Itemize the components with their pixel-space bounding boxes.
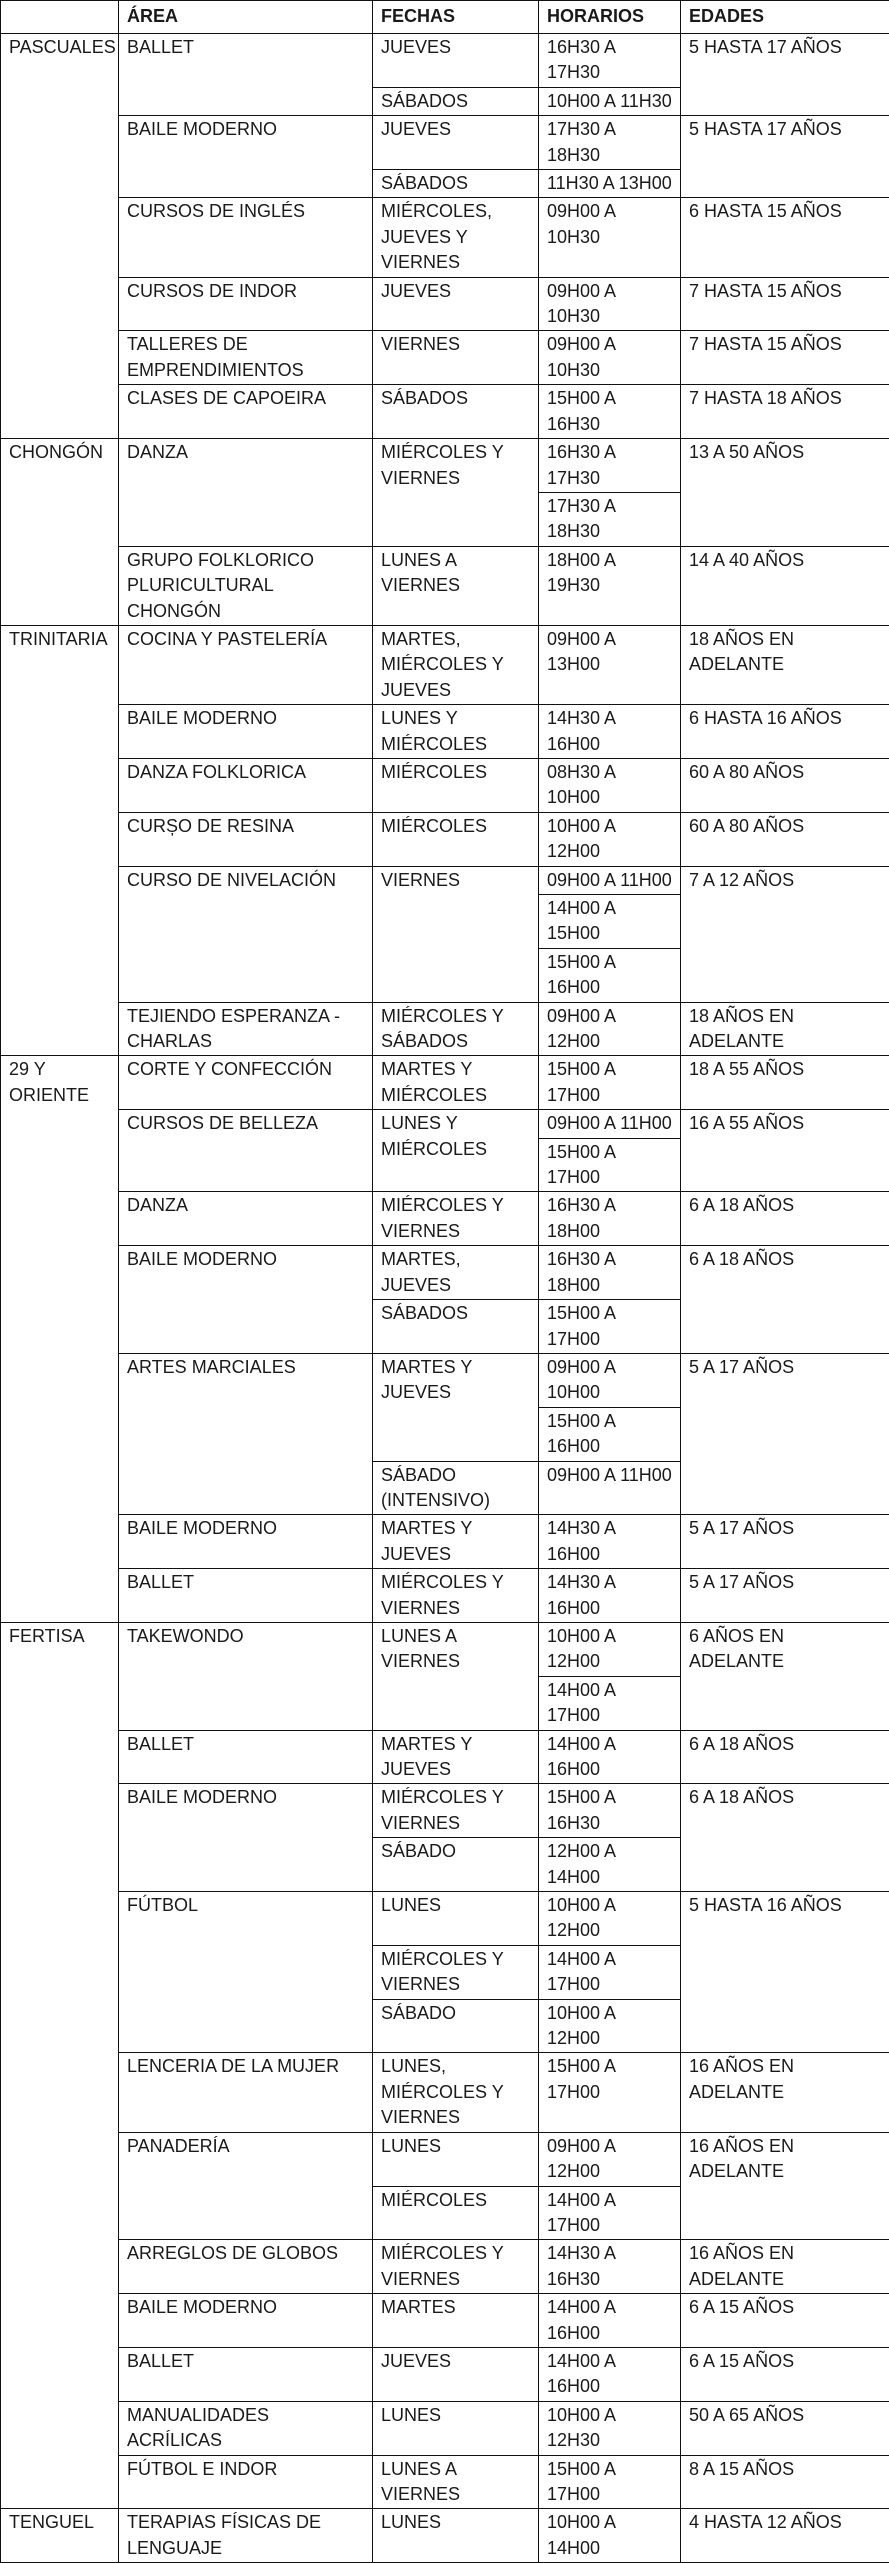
horario-cell: 18H00 A 19H30: [539, 546, 681, 625]
table-row: [1, 439, 889, 493]
edad-cell: 5 A 17 AÑOS: [681, 1353, 889, 1514]
edad-cell: 5 A 17 AÑOS: [681, 1569, 889, 1623]
table-row: [1, 1353, 889, 1407]
horario-cell: 15H00 A 16H00: [539, 1407, 681, 1461]
sector-cell: FERTISA: [1, 1622, 119, 2508]
fecha-cell: LUNES, MIÉRCOLES Y VIERNES: [373, 2053, 539, 2132]
horario-cell: 09H00 A 12H00: [539, 2132, 681, 2186]
edad-cell: 14 A 40 AÑOS: [681, 546, 889, 625]
table-row: [1, 1569, 889, 1623]
sector-cell: TRINITARIA: [1, 625, 119, 1056]
fecha-cell: LUNES A VIERNES: [373, 2455, 539, 2509]
fecha-cell: LUNES Y MIÉRCOLES: [373, 1110, 539, 1192]
horario-cell: 11H30 A 13H00: [539, 170, 681, 198]
horario-cell: 15H00 A 17H00: [539, 1300, 681, 1354]
edad-cell: 60 A 80 AÑOS: [681, 812, 889, 866]
table-row: [1, 866, 889, 894]
fecha-cell: LUNES: [373, 1892, 539, 1946]
edad-cell: 4 HASTA 12 AÑOS: [681, 2509, 889, 2563]
fecha-cell: LUNES A VIERNES: [373, 1622, 539, 1730]
horario-cell: 14H00 A 16H00: [539, 2347, 681, 2401]
area-cell: BAILE MODERNO: [119, 1784, 373, 1892]
fecha-cell: MARTES, JUEVES: [373, 1246, 539, 1300]
horario-cell: 09H00 A 10H30: [539, 331, 681, 385]
fecha-cell: MARTES, MIÉRCOLES Y JUEVES: [373, 625, 539, 704]
fecha-cell: MARTES Y JUEVES: [373, 1515, 539, 1569]
header-fechas: FECHAS: [373, 1, 539, 34]
fecha-cell: LUNES Y MIÉRCOLES: [373, 705, 539, 759]
horario-cell: 16H30 A 17H30: [539, 34, 681, 88]
table-row: [1, 2347, 889, 2401]
edad-cell: 5 HASTA 17 AÑOS: [681, 34, 889, 116]
table-row: [1, 2401, 889, 2455]
table-row: [1, 1622, 889, 1676]
horario-cell: 15H00 A 16H30: [539, 385, 681, 439]
fecha-cell: LUNES: [373, 2132, 539, 2186]
header-sector: [1, 1, 119, 34]
edad-cell: 7 HASTA 18 AÑOS: [681, 385, 889, 439]
area-cell: CURSOS DE BELLEZA: [119, 1110, 373, 1192]
horario-cell: 15H00 A 17H00: [539, 2455, 681, 2509]
horario-cell: 09H00 A 11H00: [539, 1110, 681, 1138]
fecha-cell: LUNES: [373, 2401, 539, 2455]
area-cell: BAILE MODERNO: [119, 116, 373, 198]
edad-cell: 18 A 55 AÑOS: [681, 1056, 889, 1110]
horario-cell: 14H00 A 15H00: [539, 895, 681, 949]
edad-cell: 6 A 15 AÑOS: [681, 2347, 889, 2401]
area-cell: PANADERÍA: [119, 2132, 373, 2240]
fecha-cell: JUEVES: [373, 34, 539, 88]
area-cell: DANZA: [119, 439, 373, 547]
edad-cell: 6 A 18 AÑOS: [681, 1246, 889, 1354]
horario-cell: 14H30 A 16H00: [539, 705, 681, 759]
table-row: [1, 2294, 889, 2348]
area-cell: ARTES MARCIALES: [119, 1353, 373, 1514]
area-cell: CLASES DE CAPOEIRA: [119, 385, 373, 439]
area-cell: FÚTBOL E INDOR: [119, 2455, 373, 2509]
fecha-cell: MIÉRCOLES: [373, 2186, 539, 2240]
horario-cell: 15H00 A 16H00: [539, 948, 681, 1002]
fecha-cell: MIÉRCOLES Y VIERNES: [373, 1192, 539, 1246]
edad-cell: 16 AÑOS EN ADELANTE: [681, 2053, 889, 2132]
fecha-cell: SÁBADO: [373, 1999, 539, 2053]
area-cell: FÚTBOL: [119, 1892, 373, 2053]
horario-cell: 09H00 A 13H00: [539, 625, 681, 704]
header-edades: EDADES: [681, 1, 889, 34]
fecha-cell: MIÉRCOLES Y VIERNES: [373, 1569, 539, 1623]
edad-cell: 6 AÑOS EN ADELANTE: [681, 1622, 889, 1730]
horario-cell: 15H00 A 17H00: [539, 1138, 681, 1192]
fecha-cell: SÁBADOS: [373, 87, 539, 115]
sector-cell: CHONGÓN: [1, 439, 119, 626]
edad-cell: 6 HASTA 15 AÑOS: [681, 198, 889, 277]
area-cell: ARREGLOS DE GLOBOS: [119, 2240, 373, 2294]
table-row: [1, 812, 889, 866]
area-cell: BALLET: [119, 1569, 373, 1623]
horario-cell: 14H00 A 17H00: [539, 2186, 681, 2240]
table-row: [1, 2509, 889, 2563]
fecha-cell: VIERNES: [373, 866, 539, 1002]
fecha-cell: MIÉRCOLES Y VIERNES: [373, 1945, 539, 1999]
horario-cell: 08H30 A 10H00: [539, 758, 681, 812]
fecha-cell: SÁBADOS: [373, 170, 539, 198]
table-row: [1, 2455, 889, 2509]
horario-cell: 14H00 A 16H00: [539, 1730, 681, 1784]
edad-cell: 7 HASTA 15 AÑOS: [681, 277, 889, 331]
area-cell: CORTE Y CONFECCIÓN: [119, 1056, 373, 1110]
edad-cell: 5 HASTA 16 AÑOS: [681, 1892, 889, 2053]
edad-cell: 6 A 18 AÑOS: [681, 1730, 889, 1784]
horario-cell: 09H00 A 10H30: [539, 277, 681, 331]
edad-cell: 6 A 15 AÑOS: [681, 2294, 889, 2348]
fecha-cell: MIÉRCOLES, JUEVES Y VIERNES: [373, 198, 539, 277]
edad-cell: 8 A 15 AÑOS: [681, 2455, 889, 2509]
horario-cell: 14H30 A 16H30: [539, 2240, 681, 2294]
horario-cell: 10H00 A 12H00: [539, 812, 681, 866]
sector-cell: 29 Y ORIENTE: [1, 1056, 119, 1623]
horario-cell: 09H00 A 11H00: [539, 1461, 681, 1515]
horario-cell: 10H00 A 12H00: [539, 1892, 681, 1946]
fecha-cell: VIERNES: [373, 331, 539, 385]
fecha-cell: LUNES A VIERNES: [373, 546, 539, 625]
table-row: [1, 758, 889, 812]
fecha-cell: SÁBADO: [373, 1838, 539, 1892]
table-row: [1, 34, 889, 88]
area-cell: TERAPIAS FÍSICAS DE LENGUAJE: [119, 2509, 373, 2563]
table-body: [1, 34, 889, 2563]
area-cell: CURSOS DE INGLÉS: [119, 198, 373, 277]
table-row: [1, 1192, 889, 1246]
table-row: [1, 1246, 889, 1300]
fecha-cell: MIÉRCOLES: [373, 812, 539, 866]
fecha-cell: MIÉRCOLES Y SÁBADOS: [373, 1002, 539, 1056]
area-cell: TALLERES DE EMPRENDIMIENTOS: [119, 331, 373, 385]
fecha-cell: LUNES: [373, 2509, 539, 2563]
fecha-cell: MIÉRCOLES Y VIERNES: [373, 439, 539, 547]
edad-cell: 16 AÑOS EN ADELANTE: [681, 2240, 889, 2294]
table-row: [1, 116, 889, 170]
area-cell: CURSO DE NIVELACIÓN: [119, 866, 373, 1002]
horario-cell: 15H00 A 17H00: [539, 1056, 681, 1110]
horario-cell: 10H00 A 12H30: [539, 2401, 681, 2455]
area-cell: BAILE MODERNO: [119, 705, 373, 759]
edad-cell: 60 A 80 AÑOS: [681, 758, 889, 812]
horario-cell: 10H00 A 12H00: [539, 1999, 681, 2053]
fecha-cell: MIÉRCOLES Y VIERNES: [373, 1784, 539, 1838]
horario-cell: 14H00 A 17H00: [539, 1676, 681, 1730]
horario-cell: 10H00 A 12H00: [539, 1622, 681, 1676]
table-row: [1, 1784, 889, 1838]
horario-cell: 15H00 A 17H00: [539, 2053, 681, 2132]
horario-cell: 16H30 A 17H30: [539, 439, 681, 493]
table-row: [1, 2053, 889, 2132]
area-cell: GRUPO FOLKLORICO PLURICULTURAL CHONGÓN: [119, 546, 373, 625]
area-cell: DANZA: [119, 1192, 373, 1246]
fecha-cell: MARTES Y MIÉRCOLES: [373, 1056, 539, 1110]
edad-cell: 18 AÑOS EN ADELANTE: [681, 625, 889, 704]
area-cell: BAILE MODERNO: [119, 1246, 373, 1354]
table-row: [1, 2132, 889, 2186]
horario-cell: 15H00 A 16H30: [539, 1784, 681, 1838]
horario-cell: 14H30 A 16H00: [539, 1569, 681, 1623]
fecha-cell: SÁBADOS: [373, 385, 539, 439]
horario-cell: 14H00 A 17H00: [539, 1945, 681, 1999]
area-cell: BALLET: [119, 2347, 373, 2401]
horario-cell: 14H00 A 16H00: [539, 2294, 681, 2348]
fecha-cell: SÁBADO (INTENSIVO): [373, 1461, 539, 1515]
fecha-cell: JUEVES: [373, 277, 539, 331]
edad-cell: 13 A 50 AÑOS: [681, 439, 889, 547]
fecha-cell: MIÉRCOLES: [373, 758, 539, 812]
horario-cell: 14H30 A 16H00: [539, 1515, 681, 1569]
header-area: ÁREA: [119, 1, 373, 34]
table-row: [1, 625, 889, 704]
horario-cell: 10H00 A 11H30: [539, 87, 681, 115]
horario-cell: 16H30 A 18H00: [539, 1246, 681, 1300]
edad-cell: 7 HASTA 15 AÑOS: [681, 331, 889, 385]
area-cell: DANZA FOLKLORICA: [119, 758, 373, 812]
table-row: [1, 2240, 889, 2294]
table-row: [1, 1515, 889, 1569]
header-horarios: HORARIOS: [539, 1, 681, 34]
fecha-cell: JUEVES: [373, 116, 539, 170]
fecha-cell: JUEVES: [373, 2347, 539, 2401]
table-row: [1, 705, 889, 759]
edad-cell: 5 A 17 AÑOS: [681, 1515, 889, 1569]
fecha-cell: MARTES Y JUEVES: [373, 1353, 539, 1461]
horario-cell: 09H00 A 11H00: [539, 866, 681, 894]
area-cell: CURSOS DE INDOR: [119, 277, 373, 331]
sector-cell: TENGUEL: [1, 2509, 119, 2563]
table-row: [1, 1730, 889, 1784]
area-cell: LENCERIA DE LA MUJER: [119, 2053, 373, 2132]
fecha-cell: MIÉRCOLES Y VIERNES: [373, 2240, 539, 2294]
edad-cell: 6 A 18 AÑOS: [681, 1784, 889, 1892]
horario-cell: 09H00 A 12H00: [539, 1002, 681, 1056]
area-cell: BAILE MODERNO: [119, 1515, 373, 1569]
table-header: [1, 1, 889, 34]
edad-cell: 5 HASTA 17 AÑOS: [681, 116, 889, 198]
horario-cell: 17H30 A 18H30: [539, 492, 681, 546]
edad-cell: 6 HASTA 16 AÑOS: [681, 705, 889, 759]
horario-cell: 17H30 A 18H30: [539, 116, 681, 170]
header-row: [1, 1, 889, 34]
area-cell: TAKEWONDO: [119, 1622, 373, 1730]
edad-cell: 16 AÑOS EN ADELANTE: [681, 2132, 889, 2240]
edad-cell: 16 A 55 AÑOS: [681, 1110, 889, 1192]
area-cell: TEJIENDO ESPERANZA - CHARLAS: [119, 1002, 373, 1056]
area-cell: COCINA Y PASTELERÍA: [119, 625, 373, 704]
area-cell: CURȘO DE RESINA: [119, 812, 373, 866]
table-row: [1, 385, 889, 439]
horario-cell: 10H00 A 14H00: [539, 2509, 681, 2563]
table-row: [1, 1056, 889, 1110]
area-cell: MANUALIDADES ACRÍLICAS: [119, 2401, 373, 2455]
area-cell: BALLET: [119, 34, 373, 116]
table-row: [1, 1110, 889, 1138]
edad-cell: 6 A 18 AÑOS: [681, 1192, 889, 1246]
table-row: [1, 277, 889, 331]
area-cell: BALLET: [119, 1730, 373, 1784]
table-row: [1, 1002, 889, 1056]
sector-cell: PASCUALES: [1, 34, 119, 439]
area-cell: BAILE MODERNO: [119, 2294, 373, 2348]
horario-cell: 12H00 A 14H00: [539, 1838, 681, 1892]
table-row: [1, 1892, 889, 1946]
table-row: [1, 331, 889, 385]
fecha-cell: MARTES Y JUEVES: [373, 1730, 539, 1784]
edad-cell: 18 AÑOS EN ADELANTE: [681, 1002, 889, 1056]
horario-cell: 09H00 A 10H30: [539, 198, 681, 277]
fecha-cell: SÁBADOS: [373, 1300, 539, 1354]
horario-cell: 16H30 A 18H00: [539, 1192, 681, 1246]
table-row: [1, 198, 889, 277]
horario-cell: 09H00 A 10H00: [539, 1353, 681, 1407]
fecha-cell: MARTES: [373, 2294, 539, 2348]
table-row: [1, 546, 889, 625]
edad-cell: 50 A 65 AÑOS: [681, 2401, 889, 2455]
edad-cell: 7 A 12 AÑOS: [681, 866, 889, 1002]
